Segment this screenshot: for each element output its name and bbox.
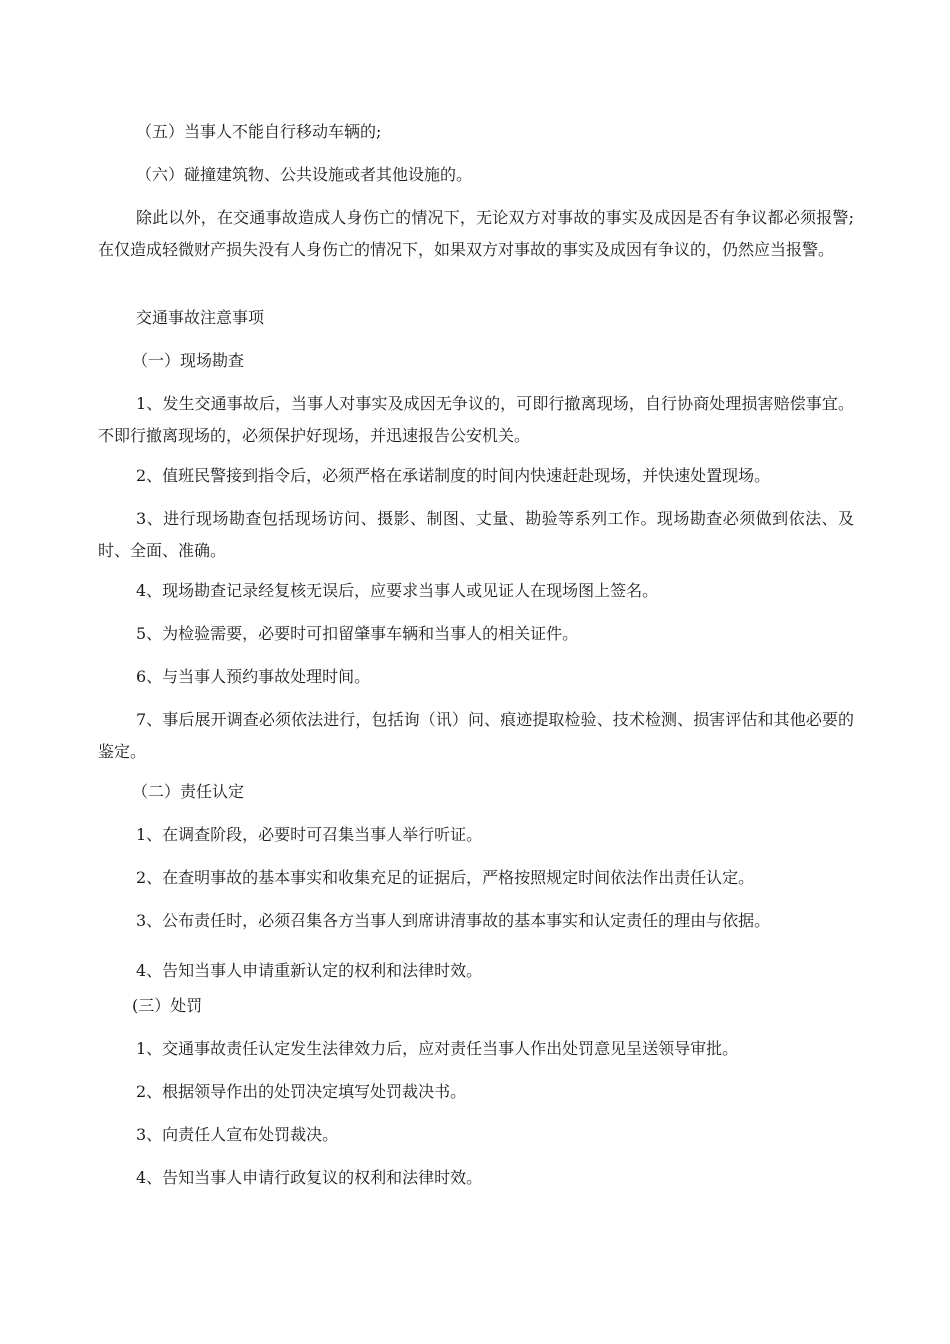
paragraph-penalty-1: 1、交通事故责任认定发生法律效力后，应对责任当事人作出处罚意见呈送领导审批。: [136, 1039, 739, 1058]
paragraph-survey-4: 4、现场勘查记录经复核无误后，应要求当事人或见证人在现场图上签名。: [136, 581, 659, 600]
paragraph-survey-5: 5、为检验需要，必要时可扣留肇事车辆和当事人的相关证件。: [136, 624, 579, 643]
paragraph-penalty-4: 4、告知当事人申请行政复议的权利和法律时效。: [136, 1168, 483, 1187]
paragraph-liability-4: 4、告知当事人申请重新认定的权利和法律时效。: [136, 961, 483, 980]
subsection-heading-liability: （二）责任认定: [132, 782, 245, 801]
paragraph-survey-1: 1、发生交通事故后，当事人对事实及成因无争议的，可即行撤离现场，自行协商处理损害赔偿事宜。不即行撤离现场的，必须保护好现场，并迅速报告公安机关。: [98, 394, 854, 445]
paragraph-condition-5: （五）当事人不能自行移动车辆的;: [136, 122, 382, 141]
paragraph-liability-3: 3、公布责任时，必须召集各方当事人到席讲清事故的基本事实和认定责任的理由与依据。: [136, 911, 771, 930]
subsection-heading-penalty: (三）处罚: [132, 996, 203, 1015]
paragraph-survey-6: 6、与当事人预约事故处理时间。: [136, 667, 371, 686]
paragraph-survey-7: 7、事后展开调查必须依法进行，包括询（讯）问、痕迹提取检验、技术检测、损害评估和其他必要的鉴定。: [98, 710, 854, 761]
paragraph-report-note: 除此以外，在交通事故造成人身伤亡的情况下，无论双方对事故的事实及成因是否有争议都必须报警;在仅造成轻微财产损失没有人身伤亡的情况下，如果双方对事故的事实及成因有争议的，仍然应当报警。: [98, 208, 854, 259]
paragraph-penalty-3: 3、向责任人宣布处罚裁决。: [136, 1125, 339, 1144]
paragraph-survey-3: 3、进行现场勘查包括现场访问、摄影、制图、丈量、勘验等系列工作。现场勘查必须做到依法、及时、全面、准确。: [98, 509, 854, 560]
paragraph-condition-6: （六）碰撞建筑物、公共设施或者其他设施的。: [136, 165, 473, 184]
paragraph-survey-2: 2、值班民警接到指令后，必须严格在承诺制度的时间内快速赶赴现场，并快速处置现场。: [136, 466, 771, 485]
paragraph-liability-2: 2、在查明事故的基本事实和收集充足的证据后，严格按照规定时间依法作出责任认定。: [136, 868, 755, 887]
paragraph-liability-1: 1、在调查阶段，必要时可召集当事人举行听证。: [136, 825, 483, 844]
paragraph-penalty-2: 2、根据领导作出的处罚决定填写处罚裁决书。: [136, 1082, 467, 1101]
section-heading-notes: 交通事故注意事项: [136, 308, 265, 327]
subsection-heading-site-survey: （一）现场勘查: [132, 351, 245, 370]
